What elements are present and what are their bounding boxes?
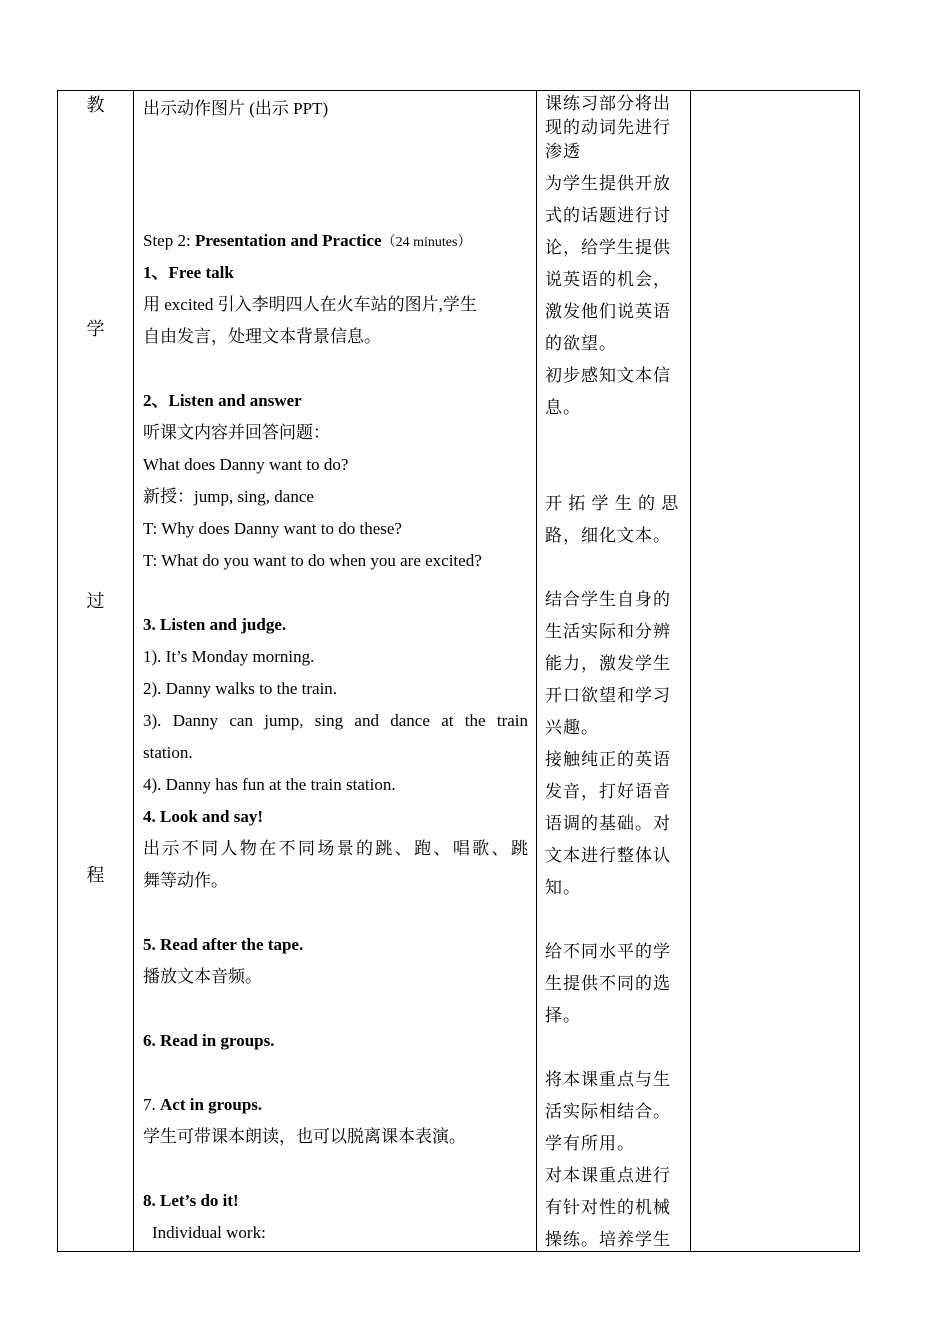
note-line: 课练习部分将出 (545, 94, 671, 113)
note-line: 的欲望。 (545, 334, 617, 353)
content-line: T: Why does Danny want to do these? (143, 519, 402, 538)
note-line: 论，给学生提供 (545, 238, 671, 257)
note-line: 知。 (545, 878, 581, 897)
judge-item-continued: station. (143, 743, 193, 762)
note-line: 式的话题进行讨 (545, 206, 671, 225)
note-line: 激发他们说英语 (545, 302, 671, 321)
note-line: 接触纯正的英语 (545, 750, 671, 769)
empty-remarks-column (690, 91, 859, 1251)
note-line: 发音，打好语音 (545, 782, 671, 801)
note-line: 初步感知文本信 (545, 366, 671, 385)
note-line: 文本进行整体认 (545, 846, 671, 865)
content-line: 出示不同人物在不同场景的跳、跑、唱歌、跳 (143, 839, 528, 858)
content-line: 舞等动作。 (143, 871, 228, 890)
note-line: 结合学生自身的 (545, 590, 671, 609)
note-line: 生活实际和分辨 (545, 622, 671, 641)
note-line: 有针对性的机械 (545, 1198, 671, 1217)
note-line: 为学生提供开放 (545, 174, 671, 193)
judge-item: 4). Danny has fun at the train station. (143, 775, 396, 794)
note-line: 操练。培养学生 (545, 1230, 671, 1249)
section-title: 6. Read in groups. (143, 1031, 275, 1050)
note-line: 语调的基础。对 (545, 814, 671, 833)
note-line: 择。 (545, 1006, 581, 1025)
judge-item: 3). Danny can jump, sing and dance at the train (143, 711, 528, 730)
column-divider (133, 91, 134, 1251)
note-line: 学有所用。 (545, 1134, 635, 1153)
section-title: 3. Listen and judge. (143, 615, 287, 634)
section-label-char: 学 (86, 319, 105, 339)
note-line: 将本课重点与生 (545, 1070, 671, 1089)
step-heading: Step 2: Presentation and Practice（24 minutes） (143, 231, 472, 250)
judge-item: 2). Danny walks to the train. (143, 679, 338, 698)
section-label-char: 程 (86, 865, 105, 885)
content-line: Individual work: (152, 1223, 266, 1242)
content-line: 新授：jump, sing, dance (143, 487, 314, 506)
section-label-char: 教 (86, 95, 105, 115)
content-line: 学生可带课本朗读，也可以脱离课本表演。 (143, 1127, 466, 1146)
note-line: 现的动词先进行 (545, 118, 671, 137)
note-line: 说英语的机会， (545, 270, 671, 289)
section-title: 5. Read after the tape. (143, 935, 304, 954)
content-line: 听课文内容并回答问题： (143, 423, 330, 442)
note-line: 息。 (545, 398, 581, 417)
note-line: 生提供不同的选 (545, 974, 671, 993)
section-title: 8. Let’s do it! (143, 1191, 239, 1210)
note-line: 给不同水平的学 (545, 942, 671, 961)
section-title: 4. Look and say! (143, 807, 263, 826)
note-line: 对本课重点进行 (545, 1166, 671, 1185)
content-line: What does Danny want to do? (143, 455, 349, 474)
content-line: T: What do you want to do when you are excited? (143, 551, 482, 570)
note-line: 兴趣。 (545, 718, 599, 737)
judge-item: 1). It’s Monday morning. (143, 647, 315, 666)
content-line: 用 excited 引入李明四人在火车站的图片,学生 (143, 295, 477, 314)
note-line: 活实际相结合。 (545, 1102, 671, 1121)
column-divider (536, 91, 537, 1251)
content-line: 播放文本音频。 (143, 967, 262, 986)
note-line: 渗透 (545, 142, 581, 161)
note-line: 路，细化文本。 (545, 526, 671, 545)
section-label-char: 过 (86, 591, 105, 611)
content-line: 自由发言，处理文本背景信息。 (143, 327, 381, 346)
note-line: 能力，激发学生 (545, 654, 671, 673)
note-line: 开口欲望和学习 (545, 686, 671, 705)
content-line: 出示动作图片 (出示 PPT) (143, 99, 329, 118)
section-title: 7. Act in groups. (143, 1095, 263, 1114)
lesson-plan-table (57, 90, 860, 1252)
section-label-column (58, 91, 133, 1251)
section-title: 2、Listen and answer (143, 391, 302, 410)
section-title: 1、Free talk (143, 263, 234, 282)
note-line: 开 拓 学 生 的 思 (545, 494, 680, 513)
